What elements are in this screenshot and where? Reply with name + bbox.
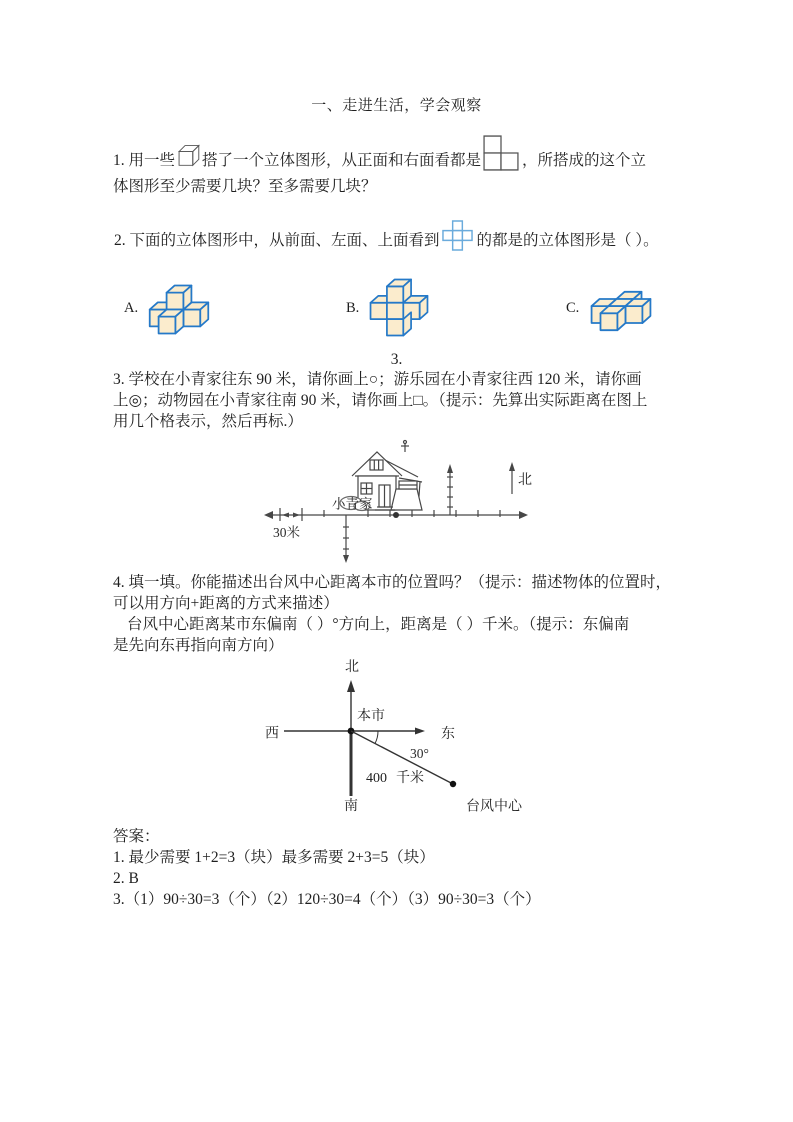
compass-north-arrowhead-icon [509,462,515,471]
typhoon-label: 台风中心 [466,799,522,815]
q1-text-pre: 1. 用一些 [113,152,176,169]
cube-wireframe-icon [175,151,202,165]
north-axis [447,469,453,515]
stray-number-3: 3. [390,351,403,368]
question-4-line-2: 可以用方向+距离的方式来描述） [113,595,339,612]
angle-arc [375,731,378,744]
scale-label: 30米 [273,525,300,540]
answers-heading: 答案： [113,828,160,845]
south-axis [343,515,349,558]
typhoon-dot [450,781,456,787]
q1-text-mid: 搭了一个立体图形，从正面和右面看都是 [202,152,482,169]
option-b-cubes-figure [367,276,431,339]
option-c-label: C. [566,300,580,316]
answer-1: 1. 最少需要 1+2=3（块）最多需要 2+3=5（块） [113,849,435,866]
question-1-line-2: 体图形至少需要几块？至多需要几块？ [113,178,377,195]
map-typhoon-diagram [255,650,540,820]
city-label: 本市 [357,709,385,724]
angle-label: 30° [410,746,429,761]
distance-value-label: 400 [366,771,387,786]
question-3-line-3: 用几个格表示，然后再标.） [113,413,303,430]
west-label: 西 [265,726,279,742]
east-arrowhead-icon [415,728,425,735]
question-4-line-3: 台风中心距离某市东偏南（ ）°方向上，距离是（ ）千米。（提示：东偏南 [127,616,630,633]
question-4-line-1: 4. 填一填。你能描述出台风中心距离本市的位置吗？（提示：描述物体的位置时， [113,574,672,591]
north-arrowhead-icon [347,680,355,692]
answer-3: 3.（1）90÷30=3（个）（2）120÷30=4（个）（3）90÷30=3（个） [113,891,541,908]
up-arrow-icon [447,464,453,473]
q2-text-post: 的都是的立体图形是（ ）。 [476,232,659,249]
east-label: 东 [441,727,455,742]
option-c-cubes-figure [588,288,654,334]
q1-text-post: ，所搭成的这个立 [522,152,647,169]
option-a-cubes-figure [146,282,212,337]
home-label: 小青家 [332,496,373,512]
home-position-dot [393,512,399,518]
option-b-label: B. [346,300,360,316]
page-title: 一、走进生活，学会观察 [311,98,482,114]
distance-unit-label: 千米 [396,771,424,786]
question-3-line-2: 上◎；动物园在小青家往南 90 米，请你画上□。（提示：先算出实际距离在图上 [113,392,648,409]
option-a-label: A. [124,300,139,316]
answer-2: 2. B [113,870,139,887]
question-2-line [114,231,659,251]
question-1-line-1 [113,151,646,171]
north-label: 北 [518,473,532,488]
left-arrow-icon [264,511,273,519]
south-label: 南 [344,799,358,814]
map-house-diagram [238,437,538,569]
right-arrow-icon [519,511,528,519]
down-arrow-icon [343,555,349,563]
plus-view-icon [440,231,477,245]
north-label: 北 [345,660,359,675]
q2-text-pre: 2. 下面的立体图形中，从前面、左面、上面看到 [114,232,440,249]
question-4-line-4: 是先向东再指向南方向） [113,637,284,654]
question-3-line-1: 3. 学校在小青家往东 90 米，请你画上○；游乐园在小青家往西 120 米，请你画 [113,371,642,388]
l-shape-view-icon [481,151,522,165]
